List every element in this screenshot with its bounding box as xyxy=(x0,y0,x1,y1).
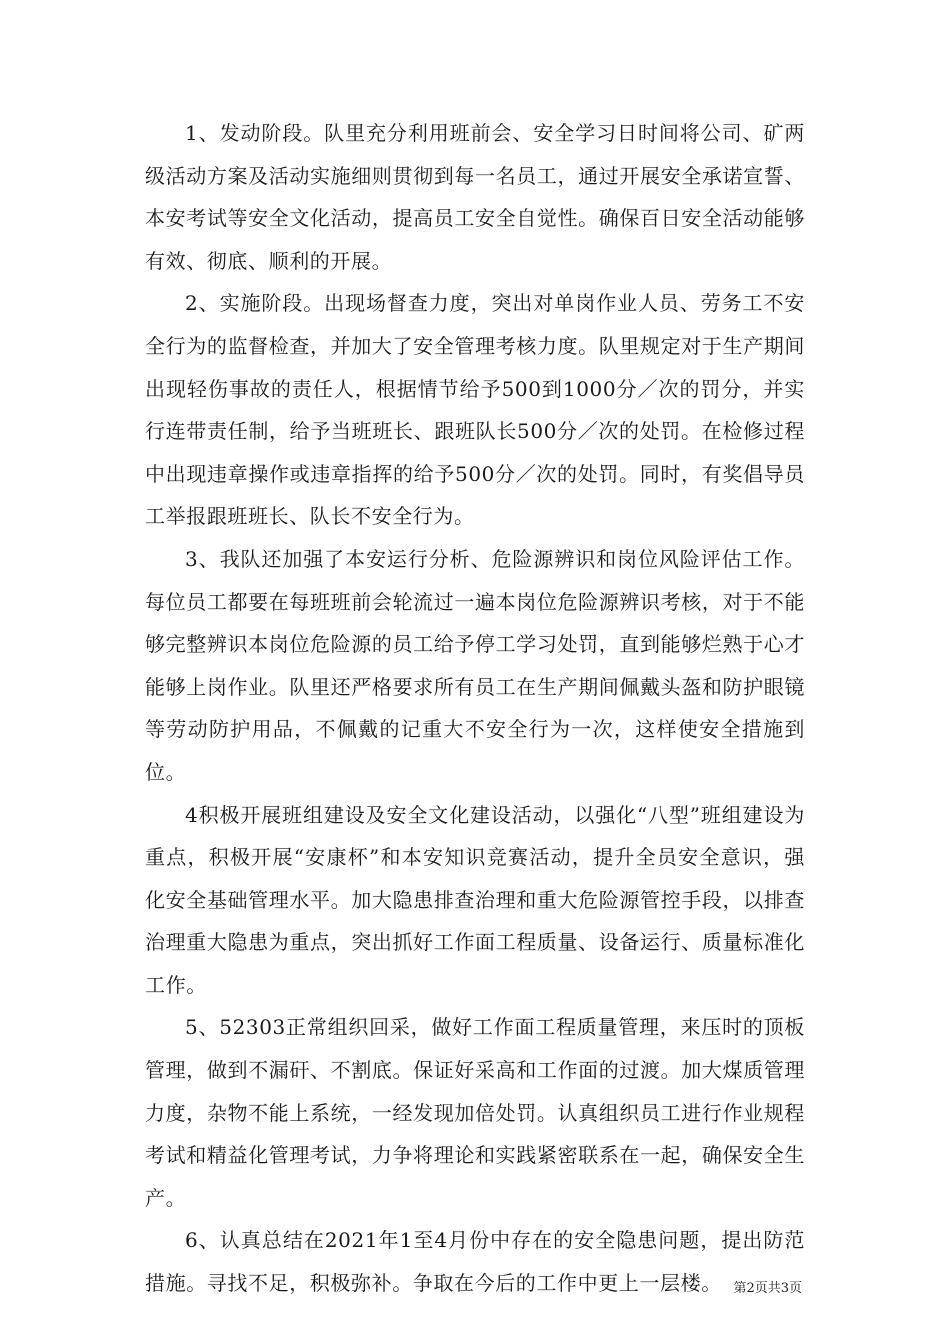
paragraph-3: 3、我队还加强了本安运行分析、危险源辨识和岗位风险评估工作。每位员工都要在每班班前会轮流过一遍本岗位危险源辨识考核，对于不能够完整辨识本岗位危险源的员工给予停工学习处罚，直到能够烂熟于心才能够上岗作业。队里还严格要求所有员工在生产期间佩戴头盔和防护眼镜等劳动防护用品，不佩戴的记重大不安全行为一次，这样使安全措施到位。 xyxy=(145,546,805,784)
paragraph-1: 1、发动阶段。队里充分利用班前会、安全学习日时间将公司、矿两级活动方案及活动实施细则贯彻到每一名员工，通过开展安全承诺宣誓、本安考试等安全文化活动，提高员工安全自觉性。确保百日安全活动能够有效、彻底、顺利的开展。 xyxy=(145,121,805,273)
paragraph-4: 4积极开展班组建设及安全文化建设活动，以强化“八型”班组建设为重点，积极开展“安康杯”和本安知识竞赛活动，提升全员安全意识，强化安全基础管理水平。加大隐患排查治理和重大危险源管控手段，以排查治理重大隐患为重点，突出抓好工作面工程质量、设备运行、质量标准化工作。 xyxy=(145,802,805,997)
paragraph-5: 5、52303正常组织回采，做好工作面工程质量管理，来压时的顶板管理，做到不漏矸、不割底。保证好采高和工作面的过渡。加大煤质管理力度，杂物不能上系统，一经发现加倍处罚。认真组织员工进行作业规程考试和精益化管理考试，力争将理论和实践紧密联系在一起，确保安全生产。 xyxy=(145,1015,805,1210)
paragraph-6: 6、认真总结在2021年1至4月份中存在的安全隐患问题，提出防范措施。寻找不足，积极弥补。争取在今后的工作中更上一层楼。 xyxy=(145,1228,805,1296)
document-body xyxy=(145,112,805,1305)
page-number-footer: 第2页共3页 xyxy=(733,1281,802,1296)
paragraph-2: 2、实施阶段。出现场督查力度，突出对单岗作业人员、劳务工不安全行为的监督检查，并加大了安全管理考核力度。队里规定对于生产期间出现轻伤事故的责任人，根据情节给予500到1000分／次的罚分，并实行连带责任制，给予当班班长、跟班队长500分／次的处罚。在检修过程中出现违章操作或违章指挥的给予500分／次的处罚。同时，有奖倡导员工举报跟班班长、队长不安全行为。 xyxy=(145,291,805,529)
